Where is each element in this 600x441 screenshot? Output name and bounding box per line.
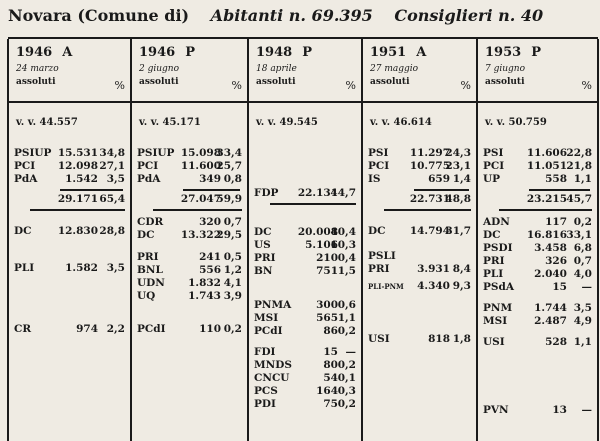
party-name: PNM <box>483 302 513 314</box>
absolute-votes: 11.297 <box>409 147 450 159</box>
party-row <box>8 323 131 336</box>
absolute-votes: 14.794 <box>409 225 450 237</box>
subtotal-rule <box>384 209 471 211</box>
election-year <box>139 45 195 60</box>
party-name: PCI <box>368 160 390 172</box>
subtotal-row <box>477 193 598 206</box>
percent-value: 1,1 <box>573 173 592 185</box>
party-row <box>248 239 362 252</box>
percent-value: 33,4 <box>216 147 242 159</box>
assoluti-header: assoluti <box>139 77 179 87</box>
percent-header: % <box>345 79 356 92</box>
absolute-votes: 565 <box>316 312 338 324</box>
absolute-votes: 974 <box>76 323 98 335</box>
absolute-votes: 13 <box>552 404 567 416</box>
percent-value: 0,5 <box>223 251 242 263</box>
absolute-votes: 1.582 <box>65 262 98 274</box>
absolute-votes: 2.040 <box>534 268 567 280</box>
party-name: CNCU <box>254 372 290 384</box>
absolute-votes: 54 <box>323 372 338 384</box>
absolute-votes: 13.322 <box>180 229 221 241</box>
party-name: PLI-PNM <box>368 282 404 291</box>
absolute-votes: 3.931 <box>417 263 450 275</box>
absolute-votes: 15 <box>552 281 567 293</box>
percent-value: 9,3 <box>452 280 471 292</box>
party-name: USI <box>483 336 505 348</box>
election-column-1948p <box>248 39 362 441</box>
absolute-votes: 11.606 <box>526 147 567 159</box>
absolute-votes: 15.531 <box>57 147 98 159</box>
election-date: 27 maggio <box>370 64 419 74</box>
absolute-votes: 751 <box>316 265 338 277</box>
percent-value: 0,2 <box>337 398 356 410</box>
party-name: PVN <box>483 404 509 416</box>
percent-value: 28,8 <box>99 225 125 237</box>
party-row <box>248 187 362 200</box>
absolute-votes: 12.830 <box>57 225 98 237</box>
absolute-votes: 15 <box>323 346 338 358</box>
subtotal-row <box>131 193 248 206</box>
party-row <box>248 346 362 359</box>
party-row <box>477 160 598 173</box>
election-column-1946p <box>131 39 248 441</box>
absolute-votes: 15.098 <box>180 147 221 159</box>
party-row <box>477 302 598 315</box>
party-name: PSIUP <box>137 147 175 159</box>
percent-value: 1,4 <box>452 173 471 185</box>
sum-rule <box>183 189 240 191</box>
party-row <box>362 147 477 160</box>
party-name: DC <box>368 225 386 237</box>
percent-header: % <box>460 79 471 92</box>
percent-value: 8,4 <box>452 263 471 275</box>
party-row <box>131 160 248 173</box>
party-row <box>362 225 477 238</box>
party-name: FDI <box>254 346 276 358</box>
party-name: DC <box>137 229 155 241</box>
percent-value: 0,1 <box>337 372 356 384</box>
percent-value: 1,5 <box>337 265 356 277</box>
election-type: A <box>62 45 73 60</box>
party-name: PSDI <box>483 242 513 254</box>
party-row <box>248 265 362 278</box>
percent-value: 0,8 <box>223 173 242 185</box>
party-row <box>477 404 598 417</box>
party-row <box>248 226 362 239</box>
election-column-1946a <box>8 39 131 441</box>
election-column-1951a <box>362 39 477 441</box>
party-row <box>131 147 248 160</box>
percent-value: 44,7 <box>330 187 356 199</box>
percent-value: 0,4 <box>337 252 356 264</box>
subtotal-rule <box>499 209 592 211</box>
absolute-votes: 1.743 <box>188 290 221 302</box>
party-name: PCI <box>14 160 36 172</box>
percent-header: % <box>581 79 592 92</box>
party-row <box>362 280 477 293</box>
party-row <box>248 385 362 398</box>
assoluti-header: assoluti <box>485 77 525 87</box>
absolute-votes: 4.340 <box>417 280 450 292</box>
percent-value: 2,2 <box>106 323 125 335</box>
party-name: UP <box>483 173 501 185</box>
sum-rule <box>414 189 469 191</box>
absolute-votes: 12.098 <box>57 160 98 172</box>
party-row <box>131 277 248 290</box>
absolute-votes: 10.775 <box>409 160 450 172</box>
percent-value: 31,7 <box>445 225 471 237</box>
percent-header: % <box>114 79 125 92</box>
party-row <box>477 147 598 160</box>
party-name: PCdI <box>137 323 166 335</box>
percent-value: 0,3 <box>337 385 356 397</box>
absolute-votes: 22.131 <box>297 187 338 199</box>
party-name: UQ <box>137 290 156 302</box>
place-name: Novara (Comune di) <box>8 6 190 25</box>
party-row <box>248 325 362 338</box>
assoluti-header: assoluti <box>16 77 56 87</box>
assoluti-header: assoluti <box>370 77 410 87</box>
absolute-votes: 5.106 <box>305 239 338 251</box>
absolute-votes: 16.816 <box>526 229 567 241</box>
percent-value: 0,2 <box>573 216 592 228</box>
party-row <box>131 216 248 229</box>
subtotal-row <box>362 193 477 206</box>
percent-value: 0,2 <box>337 325 356 337</box>
party-row <box>131 251 248 264</box>
party-row <box>248 252 362 265</box>
valid-votes: v. v. 49.545 <box>256 117 318 128</box>
absolute-votes: 86 <box>323 325 338 337</box>
absolute-votes: 2.487 <box>534 315 567 327</box>
party-row <box>8 173 131 186</box>
percent-value: 0,2 <box>337 359 356 371</box>
party-name: PSI <box>483 147 504 159</box>
absolute-votes: 210 <box>316 252 338 264</box>
party-name: DC <box>14 225 32 237</box>
party-name: PNMA <box>254 299 292 311</box>
party-name: PdA <box>137 173 161 185</box>
absolute-votes: 3.458 <box>534 242 567 254</box>
absolute-votes: 110 <box>199 323 221 335</box>
valid-votes: v. v. 44.557 <box>16 117 78 128</box>
percent-value: 1,8 <box>452 333 471 345</box>
absolute-votes: 22.731 <box>409 193 450 205</box>
percent-value: 3,5 <box>106 173 125 185</box>
party-name: ADN <box>483 216 510 228</box>
year-label: 1953 <box>485 45 522 60</box>
party-name: PRI <box>483 255 505 267</box>
party-name: MSI <box>483 315 508 327</box>
party-name: PSI <box>368 147 389 159</box>
absolute-votes: 349 <box>199 173 221 185</box>
election-year <box>485 45 541 60</box>
party-row <box>248 398 362 411</box>
percent-value: 25,7 <box>216 160 242 172</box>
party-name: PCI <box>137 160 159 172</box>
page-title <box>8 6 598 25</box>
year-label: 1948 <box>256 45 293 60</box>
party-name: MSI <box>254 312 279 324</box>
party-name: USI <box>368 333 390 345</box>
election-date: 7 giugno <box>485 64 525 74</box>
year-label: 1951 <box>370 45 407 60</box>
party-name: PCI <box>483 160 505 172</box>
percent-value: 29,5 <box>216 229 242 241</box>
party-row <box>477 229 598 242</box>
election-date: 24 marzo <box>16 64 59 74</box>
election-year <box>370 45 426 60</box>
sum-rule <box>60 189 123 191</box>
party-row <box>362 263 477 276</box>
absolute-votes: 300 <box>316 299 338 311</box>
percent-header: % <box>231 79 242 92</box>
election-type: P <box>531 45 541 60</box>
party-name: PSIUP <box>14 147 52 159</box>
percent-value: 33,1 <box>566 229 592 241</box>
absolute-votes: 1.744 <box>534 302 567 314</box>
percent-value: 4,0 <box>573 268 592 280</box>
party-row <box>477 255 598 268</box>
party-name: PLI <box>14 262 35 274</box>
party-name: PDI <box>254 398 276 410</box>
election-type: P <box>185 45 195 60</box>
party-row <box>8 147 131 160</box>
percent-value: 3,5 <box>573 302 592 314</box>
percent-value: 22,8 <box>566 147 592 159</box>
absolute-votes: 320 <box>199 216 221 228</box>
election-year <box>256 45 312 60</box>
party-name: PRI <box>368 263 390 275</box>
percent-value: — <box>345 346 356 358</box>
party-row <box>8 262 131 275</box>
absolute-votes: 117 <box>545 216 567 228</box>
percent-value: 65,4 <box>99 193 125 205</box>
subtotal-rule <box>30 209 125 211</box>
party-row <box>362 333 477 346</box>
party-name: PSLI <box>368 250 396 262</box>
party-row <box>8 160 131 173</box>
percent-value: 1,1 <box>573 336 592 348</box>
party-name: DC <box>254 226 272 238</box>
party-name: PCdI <box>254 325 283 337</box>
party-name: PRI <box>137 251 159 263</box>
percent-value: 27,1 <box>99 160 125 172</box>
party-row <box>477 268 598 281</box>
assoluti-header: assoluti <box>256 77 296 87</box>
party-row <box>477 173 598 186</box>
party-name: CR <box>14 323 32 335</box>
subtotal-rule <box>153 209 242 211</box>
percent-value: 40,4 <box>330 226 356 238</box>
percent-value: 1,1 <box>337 312 356 324</box>
election-type: A <box>416 45 427 60</box>
party-row <box>477 242 598 255</box>
party-name: BNL <box>137 264 163 276</box>
election-column-1953p <box>477 39 598 441</box>
percent-value: 1,2 <box>223 264 242 276</box>
election-date: 2 giugno <box>139 64 179 74</box>
party-name: CDR <box>137 216 164 228</box>
percent-value: 3,5 <box>106 262 125 274</box>
percent-value: 24,3 <box>445 147 471 159</box>
valid-votes: v. v. 46.614 <box>370 117 432 128</box>
sum-rule <box>529 189 590 191</box>
party-row <box>477 281 598 294</box>
party-row <box>362 160 477 173</box>
absolute-votes: 11.600 <box>180 160 221 172</box>
party-name: BN <box>254 265 273 277</box>
party-name: MNDS <box>254 359 292 371</box>
percent-value: 3,9 <box>223 290 242 302</box>
party-row <box>8 225 131 238</box>
percent-value: 0,7 <box>573 255 592 267</box>
party-row <box>131 290 248 303</box>
absolute-votes: 80 <box>323 359 338 371</box>
valid-votes: v. v. 50.759 <box>485 117 547 128</box>
party-name: PCS <box>254 385 278 397</box>
absolute-votes: 818 <box>428 333 450 345</box>
percent-value: — <box>581 404 592 416</box>
absolute-votes: 659 <box>428 173 450 185</box>
subtotal-row <box>8 193 131 206</box>
party-row <box>131 173 248 186</box>
percent-value: 4,9 <box>573 315 592 327</box>
percent-value: 34,8 <box>99 147 125 159</box>
party-row <box>248 359 362 372</box>
party-name: IS <box>368 173 381 185</box>
party-name: US <box>254 239 271 251</box>
percent-value: 48,8 <box>445 193 471 205</box>
absolute-votes: 29.171 <box>57 193 98 205</box>
absolute-votes: 20.008 <box>297 226 338 238</box>
percent-value: 0,6 <box>337 299 356 311</box>
percent-value: 21,8 <box>566 160 592 172</box>
party-row <box>248 372 362 385</box>
party-name: FDP <box>254 187 279 199</box>
percent-value: 4,1 <box>223 277 242 289</box>
percent-value: — <box>581 281 592 293</box>
party-name: PRI <box>254 252 276 264</box>
absolute-votes: 326 <box>545 255 567 267</box>
absolute-votes: 1.832 <box>188 277 221 289</box>
party-row <box>477 336 598 349</box>
percent-value: 23,1 <box>445 160 471 172</box>
election-year <box>16 45 72 60</box>
percent-value: 10,3 <box>330 239 356 251</box>
percent-value: 59,9 <box>216 193 242 205</box>
election-date: 18 aprile <box>256 64 297 74</box>
party-row <box>131 229 248 242</box>
party-row <box>131 264 248 277</box>
party-name: UDN <box>137 277 165 289</box>
party-name: PLI <box>483 268 504 280</box>
percent-value: 6,8 <box>573 242 592 254</box>
valid-votes: v. v. 45.171 <box>139 117 201 128</box>
year-label: 1946 <box>139 45 176 60</box>
absolute-votes: 528 <box>545 336 567 348</box>
percent-value: 0,7 <box>223 216 242 228</box>
party-name: DC <box>483 229 501 241</box>
absolute-votes: 241 <box>199 251 221 263</box>
party-row <box>477 216 598 229</box>
absolute-votes: 1.542 <box>65 173 98 185</box>
party-row <box>362 250 477 263</box>
party-row <box>248 299 362 312</box>
subtotal-rule <box>270 203 356 205</box>
abitanti: Abitanti n. 69.395 <box>210 6 373 25</box>
party-row <box>362 173 477 186</box>
absolute-votes: 23.215 <box>526 193 567 205</box>
year-label: 1946 <box>16 45 53 60</box>
absolute-votes: 558 <box>545 173 567 185</box>
party-name: PdA <box>14 173 38 185</box>
percent-value: 45,7 <box>566 193 592 205</box>
absolute-votes: 164 <box>316 385 338 397</box>
party-row <box>248 312 362 325</box>
consiglieri: Consiglieri n. 40 <box>394 6 544 25</box>
results-table <box>8 37 598 441</box>
party-name: PSdA <box>483 281 514 293</box>
absolute-votes: 75 <box>323 398 338 410</box>
election-type: P <box>302 45 312 60</box>
absolute-votes: 11.051 <box>526 160 567 172</box>
absolute-votes: 556 <box>199 264 221 276</box>
percent-value: 0,2 <box>223 323 242 335</box>
party-row <box>477 315 598 328</box>
party-row <box>131 323 248 336</box>
absolute-votes: 27.047 <box>180 193 221 205</box>
